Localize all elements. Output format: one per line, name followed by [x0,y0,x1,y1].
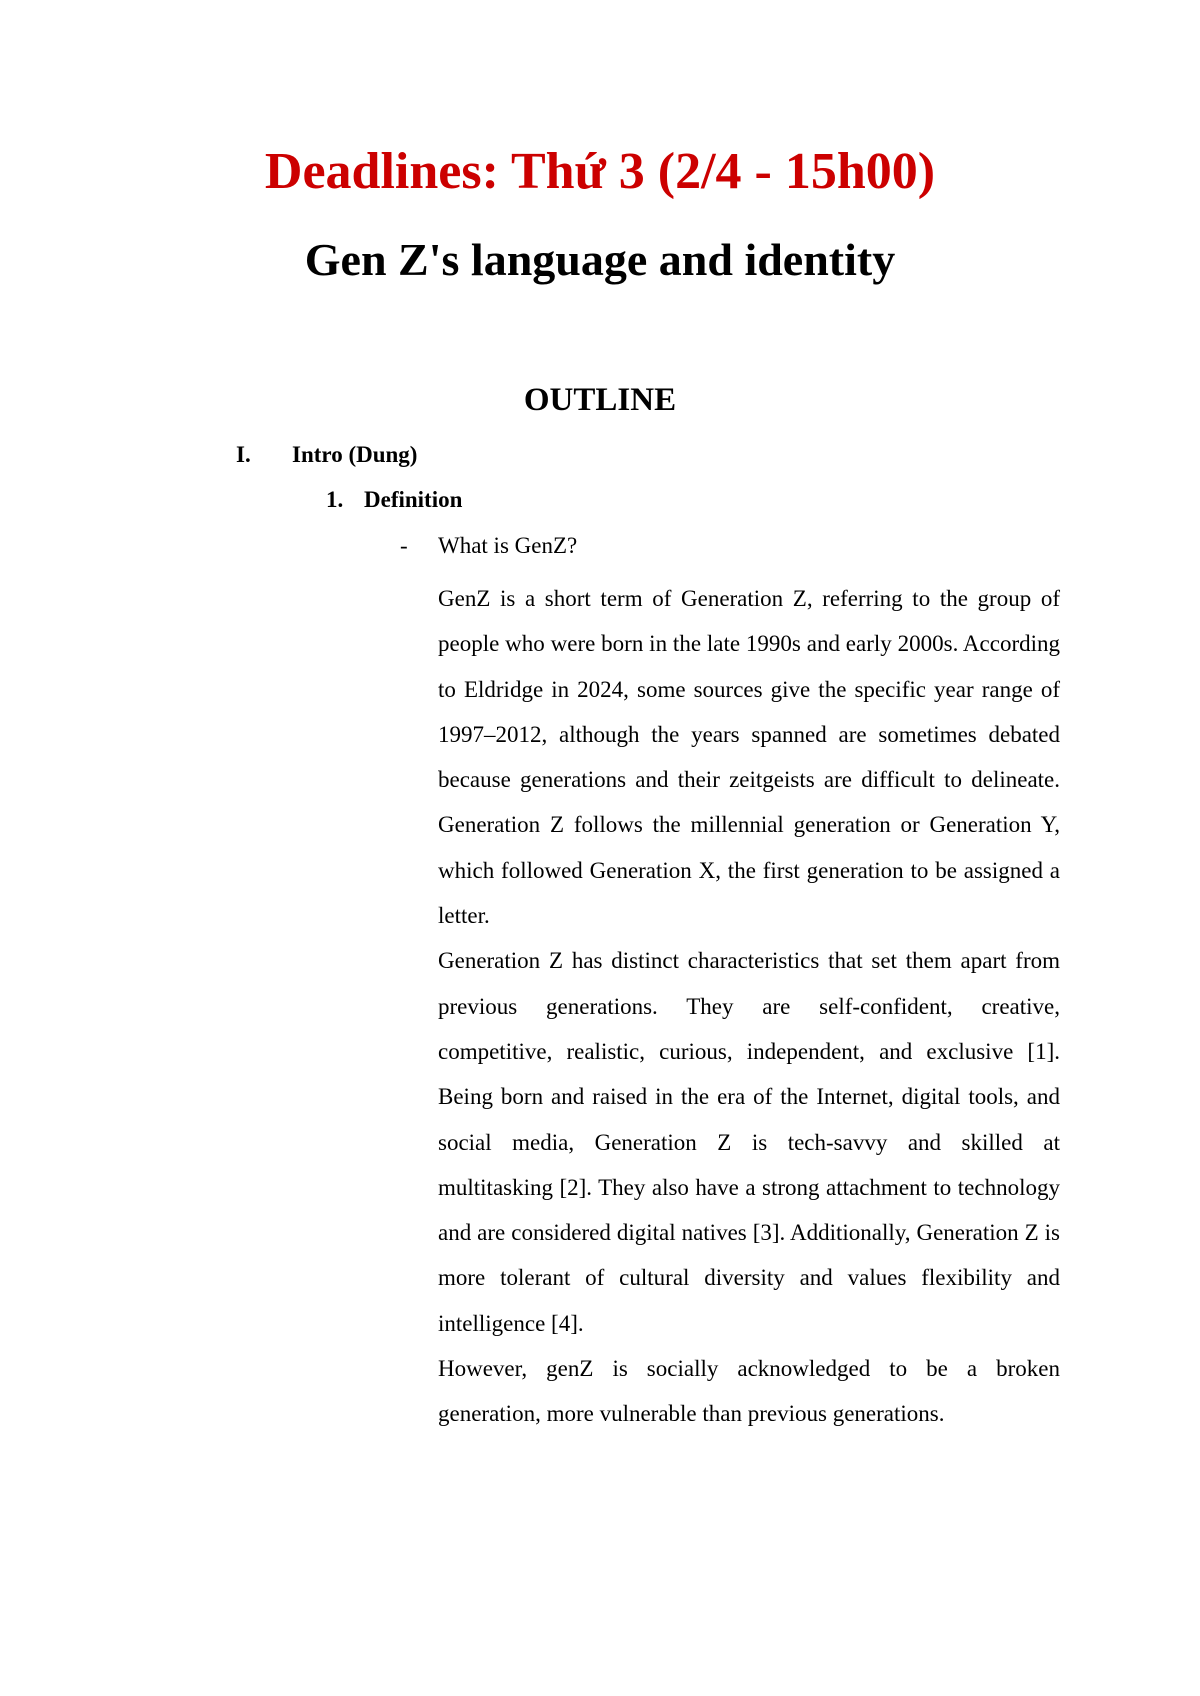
paragraph-definition: GenZ is a short term of Generation Z, referring to the group of people who were born in the late 1990s and early 2000s. According to Eldridge in 2024, some sources give the specific year range of 1997–2012, although the years spanned are sometimes debated because generations and their zeitgeists are difficult to delineate. Generation Z follows the millennial generation or Generation Y, which followed Generation X, the first generation to be assigned a letter. [438,586,1060,929]
bullet-question: What is GenZ? [438,533,578,558]
outline-heading: OUTLINE [523,382,677,418]
subsection-definition [326,485,462,515]
section-title: Intro (Dung) [292,442,418,467]
definition-body [438,576,1060,1437]
bullet-item [400,531,577,561]
subsection-title: Definition [364,487,463,512]
deadline-heading: Deadlines: Thứ 3 (2/4 - 15h00) [264,143,936,200]
document-title: Gen Z's language and identity [304,234,896,285]
subsection-number: 1. [326,487,344,512]
paragraph-characteristics: Generation Z has distinct characteristics that set them apart from previous generations. They are self-confident, creative, competitive, realistic, curious, independent, and exclusive [1]. Being born and raised in the era of the Internet, digital tools, and social media, Generation Z is tech-savvy and skilled at multitasking [2]. They also have a strong attachment to technology and are considered digital natives [3]. Additionally, Generation Z is more tolerant of cultural diversity and values flexibility and intelligence [4]. [438,948,1060,1336]
bullet-marker: - [400,533,408,558]
section-intro [236,440,417,470]
section-number: I. [236,442,251,467]
paragraph-broken-generation: However, genZ is socially acknowledged to be a broken generation, more vulnerable than previous generations. [438,1356,1060,1427]
